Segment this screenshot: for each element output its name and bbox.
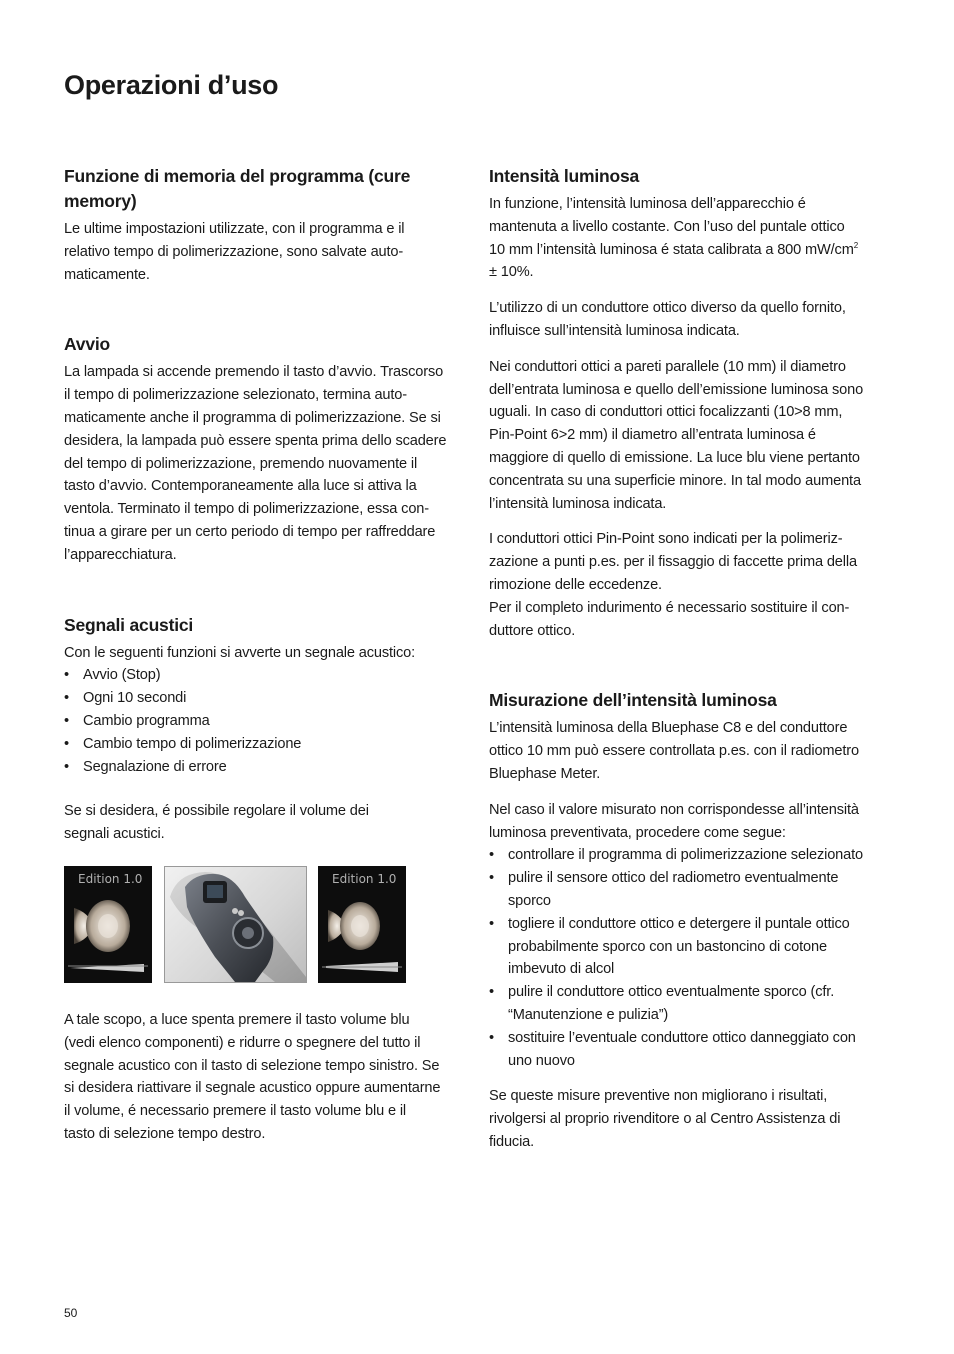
intensita-line: L’utilizzo di un conduttore ottico diverso da quello fornito, — [489, 300, 846, 317]
left-column — [64, 164, 464, 846]
misurazione-line: Se queste misure preventive non migliorano i risultati, — [489, 1088, 828, 1105]
memory-line: relativo tempo di polimerizzazione, sono salvate auto- — [64, 243, 404, 260]
list-item: • Segnalazione di errore — [64, 756, 464, 779]
misurazione-line: Nel caso il valore misurato non corrispondesse all’intensità — [489, 801, 859, 818]
left-bottom — [64, 1009, 464, 1146]
display-caption: Edition 1.0 — [78, 872, 143, 886]
after-line: il volume, é necessario premere il tasto volume blu e il — [64, 1103, 407, 1120]
page-number: 50 — [64, 1306, 78, 1320]
avvio-line: ventola. Terminato il tempo di polimerizzazione, essa con- — [64, 501, 429, 518]
volume-text — [64, 800, 464, 846]
item-line: sostituire l’eventuale conduttore ottico danneggiato con — [508, 1029, 856, 1046]
intensita-line: zazione a punti p.es. per il fissaggio di faccette prima della — [489, 554, 857, 571]
list-item: • Cambio tempo di polimerizzazione — [64, 733, 464, 756]
misurazione-heading: Misurazione dell’intensità luminosa — [489, 690, 777, 711]
superscript: 2 — [853, 240, 859, 250]
avvio-line: maticamente anche il programma di polimerizzazione. Se si — [64, 409, 441, 426]
display-caption: Edition 1.0 — [332, 872, 397, 886]
memory-line: Le ultime impostazioni utilizzate, con il programma e il — [64, 221, 405, 237]
misurazione-p1 — [489, 717, 899, 785]
misurazione-section — [489, 688, 899, 1153]
item-line: controllare il programma di polimerizzazione selezionato — [508, 847, 863, 864]
list-item — [489, 867, 899, 913]
memory-section — [64, 164, 464, 286]
display-volume-high-image — [318, 866, 406, 983]
intensita-section — [489, 164, 899, 642]
after-line: (vedi elenco componenti) e ridurre o spegnere del tutto il — [64, 1034, 421, 1051]
item-line: probabilmente sporco con un bastoncino di cotone — [508, 938, 827, 955]
after-line: tasto di selezione tempo destro. — [64, 1125, 266, 1142]
intensita-line: influisce sull’intensità luminosa indicata. — [489, 322, 740, 339]
volume-line: Se si desidera, é possibile regolare il volume dei — [64, 803, 369, 820]
list-item — [489, 913, 899, 981]
misurazione-p3 — [489, 1085, 899, 1153]
volume-line: segnali acustici. — [64, 826, 165, 843]
avvio-line: il tempo di polimerizzazione selezionato, termina auto- — [64, 387, 407, 404]
intensita-line: Nei conduttori ottici a pareti parallele (10 mm) il diametro — [489, 358, 846, 375]
intensita-line: maggiore di quello di emissione. La luce blu viene pertanto — [489, 449, 860, 466]
misurazione-line: luminosa preventivata, procedere come segue: — [489, 824, 786, 841]
intensita-line: concentrata su una superficie minore. In tal modo aumenta — [489, 472, 861, 489]
intensita-line: Pin-Point 6>2 mm) il diametro all’entrata luminosa é — [489, 427, 816, 444]
intensita-line: dell’entrata luminosa e quello dell’emissione luminosa sono — [489, 381, 864, 398]
right-column — [489, 164, 899, 1154]
avvio-section — [64, 332, 464, 566]
after-line: A tale scopo, a luce spenta premere il tasto volume blu — [64, 1012, 410, 1028]
intensita-line: uguali. In caso di conduttori ottici focalizzanti (10>8 mm, — [489, 404, 843, 421]
memory-line: maticamente. — [64, 266, 150, 283]
avvio-line: La lampada si accende premendo il tasto d’avvio. Trascorso — [64, 364, 444, 381]
list-item — [489, 844, 899, 867]
list-item: • Ogni 10 secondi — [64, 687, 464, 710]
intensita-line: I conduttori ottici Pin-Point sono indicati per la polimeriz- — [489, 531, 843, 548]
avvio-line: del tempo di polimerizzazione, premendo nuovamente il — [64, 455, 418, 472]
item-line: sporco — [508, 892, 551, 909]
memory-heading: Funzione di memoria del programma (cure memory) — [64, 166, 411, 211]
list-item — [489, 1027, 899, 1073]
after-image-text — [64, 1009, 464, 1146]
segnali-intro: Con le seguenti funzioni si avverte un segnale acustico: — [64, 644, 415, 661]
item-line: “Manutenzione e pulizia”) — [508, 1006, 669, 1023]
page-title: Operazioni d’uso — [64, 70, 279, 100]
segnali-list — [64, 664, 464, 778]
list-item: • Cambio programma — [64, 710, 464, 733]
item-line: pulire il conduttore ottico eventualmente sporco (cfr. — [508, 984, 835, 1001]
avvio-heading: Avvio — [64, 334, 111, 355]
intensita-line: Per il completo indurimento é necessario sostituire il con- — [489, 599, 850, 616]
avvio-line: l’apparecchiatura. — [64, 546, 177, 563]
misurazione-list — [489, 844, 899, 1072]
intensita-p2 — [489, 297, 899, 343]
misurazione-line: L’intensità luminosa della Bluephase C8 e del conduttore — [489, 720, 848, 737]
after-line: segnale acustico con il tasto di selezione tempo sinistro. Se — [64, 1057, 440, 1074]
intensita-p4 — [489, 528, 899, 642]
intensita-line: ± 10%. — [489, 264, 534, 281]
item-line: imbevuto di alcol — [508, 961, 615, 978]
item-line: togliere il conduttore ottico e detergere il puntale ottico — [508, 915, 850, 932]
misurazione-line: ottico 10 mm può essere controllata p.es. con il radiometro — [489, 743, 859, 760]
misurazione-line: rivolgersi al proprio rivenditore o al Centro Assistenza di — [489, 1111, 841, 1128]
avvio-line: tasto d’avvio. Contemporaneamente alla luce si attiva la — [64, 478, 417, 495]
intensita-line: 10 mm l’intensità luminosa é stata calibrata a 800 mW/cm — [489, 241, 854, 258]
device-image — [164, 866, 307, 983]
avvio-text — [64, 361, 464, 566]
speaker-icon — [64, 866, 152, 983]
intensita-line: In funzione, l’intensità luminosa dell’apparecchio é — [489, 196, 806, 212]
misurazione-p2 — [489, 799, 899, 845]
segnali-heading: Segnali acustici — [64, 614, 194, 635]
misurazione-line: fiducia. — [489, 1133, 535, 1150]
segnali-section — [64, 613, 464, 846]
item-line: uno nuovo — [508, 1052, 575, 1069]
item-line: pulire il sensore ottico del radiometro eventualmente — [508, 870, 839, 887]
intensita-line: mantenuta a livello costante. Con l’uso del puntale ottico — [489, 218, 845, 235]
after-line: si desidera riattivare il segnale acustico oppure aumentarne — [64, 1080, 441, 1097]
intensita-line: rimozione delle eccedenze. — [489, 576, 662, 593]
intensita-p3 — [489, 356, 899, 516]
intensita-line: duttore ottico. — [489, 622, 576, 639]
intensita-line: l’intensità luminosa indicata. — [489, 495, 667, 512]
display-volume-low-image — [64, 866, 152, 983]
list-item: • Avvio (Stop) — [64, 664, 464, 687]
memory-text — [64, 218, 464, 286]
intensita-heading: Intensità luminosa — [489, 166, 640, 186]
avvio-line: tinua a girare per un certo periodo di tempo per raffreddare — [64, 523, 436, 540]
intensita-p1 — [489, 193, 899, 284]
avvio-line: desidera, la lampada può essere spenta prima dello scadere — [64, 432, 447, 449]
curing-light-device-icon — [165, 867, 306, 982]
misurazione-line: Bluephase Meter. — [489, 765, 601, 782]
speaker-icon — [318, 866, 406, 983]
list-item — [489, 981, 899, 1027]
